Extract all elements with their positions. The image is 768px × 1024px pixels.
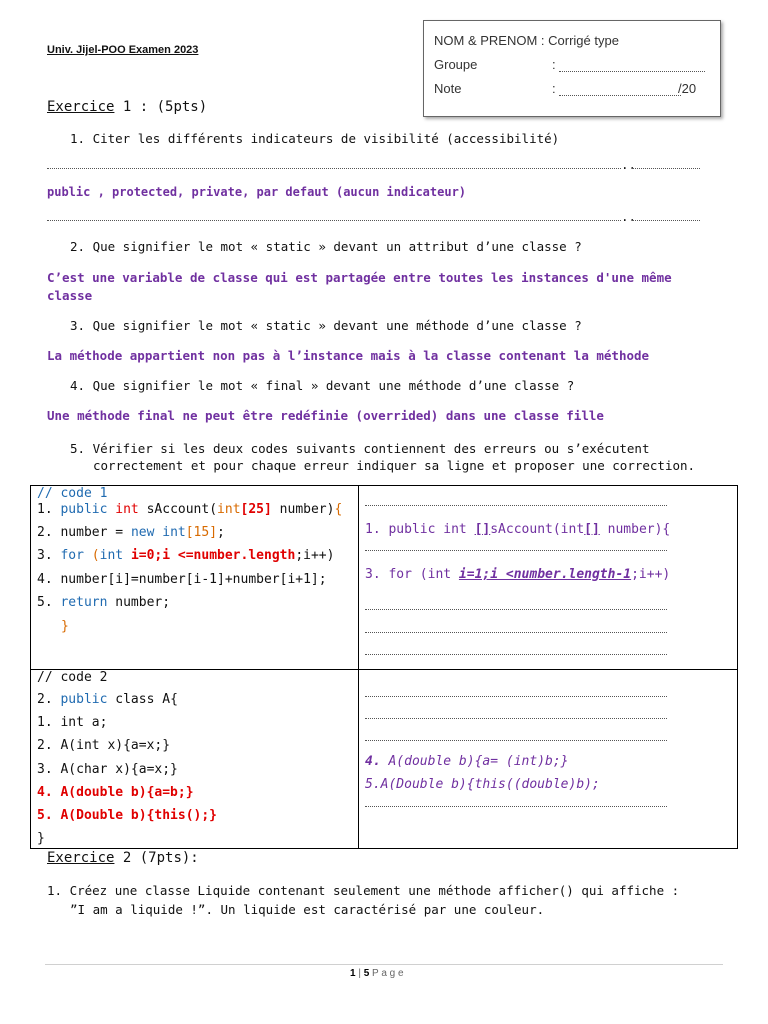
code1-line2: 2. number = new int[15]; [37,525,225,540]
grade-label: Note [434,81,462,96]
group-field [559,71,705,72]
code2-fix4: 4. A(double b){a= (int)b;} [365,754,569,769]
code2-fix5: 5.A(Double b){this((double)b); [365,777,600,792]
code-table [30,485,738,849]
dots-suffix: .. [621,157,637,172]
question-4: 4. Que signifier le mot « final » devant une méthode d’une classe ? [70,378,575,393]
answer-line [365,632,667,633]
code2-line2: 2. A(int x){a=x;} [37,738,171,753]
code2-cell [31,670,359,849]
code2-line0: 2. public class A{ [37,692,178,707]
exercise2-question-1: 1. Créez une classe Liquide contenant seulement une méthode afficher() qui affiche : ”I am a liquide !”. Un liquide est caractérisé par une couleur. [47,883,680,917]
code1-fix1: 1. public int []sAccount(int[] number){ [365,522,671,537]
answer-2: C’est une variable de classe qui est partagée entre toutes les instances d'une même classe [47,270,672,303]
code1-close: } [61,619,69,634]
question-3: 3. Que signifier le mot « static » devant une méthode d’une classe ? [70,318,582,333]
code2-line4: 4. A(double b){a=b;} [37,785,194,800]
group-label: Groupe [434,57,478,72]
question-1: 1. Citer les différents indicateurs de visibilité (accessibilité) [70,131,560,146]
name-label: NOM & PRENOM : Corrigé type [434,33,619,48]
code2-answer-cell [359,670,738,849]
exercise1-title: Exercice 1 : (5pts) [47,99,208,115]
code1-fix3: 3. for (int i=1;i <number.length-1;i++) [365,567,671,582]
answer-3: La méthode appartient non pas à l’instance mais à la classe contenant la méthode [47,348,650,363]
answer-line [365,806,667,807]
code1-line3: 3. for (int i=0;i <=number.length;i++) [37,548,335,563]
code2-line3: 3. A(char x){a=x;} [37,762,178,777]
answer-line [365,609,667,610]
answer-line [365,505,667,506]
grade-colon: : [552,81,556,96]
answer-line [365,654,667,655]
group-colon: : [552,57,556,72]
dots-suffix: .. [621,209,637,224]
code1-line5: 5. return number; [37,595,171,610]
answer-line [632,168,700,169]
footer-divider [45,964,723,965]
code2-line1: 1. int a; [37,715,108,730]
code2-line5: 5. A(Double b){this();} [37,808,218,823]
code1-answer-cell [359,486,738,670]
answer-line [47,168,621,169]
answer-line [365,696,667,697]
grade-suffix: /20 [678,81,697,96]
code1-line4: 4. number[i]=number[i-1]+number[i+1]; [37,572,327,587]
answer-line [365,740,667,741]
answer-line [47,220,621,221]
exercise2-title: Exercice 2 (7pts): [47,850,199,866]
code2-comment: // code 2 [37,670,108,685]
code2-close: } [37,831,45,846]
answer-1: public , protected, private, par defaut (aucun indicateur) [47,185,467,199]
code1-comment: // code 1 [37,486,108,501]
answer-line [365,550,667,551]
name-value: : Corrigé type [540,33,619,48]
exam-title: Univ. Jijel-POO Examen 2023 [47,44,199,56]
answer-line [632,220,700,221]
student-info-box [423,20,721,117]
grade-field [559,95,681,96]
question-2: 2. Que signifier le mot « static » devant un attribut d’une classe ? [70,239,582,254]
code1-cell [31,486,359,670]
code1-line1: 1. public int sAccount(int[25] number){ [37,502,343,517]
page-number: 1 | 5 P a g e [350,968,404,979]
answer-line [365,718,667,719]
question-5: 5. Vérifier si les deux codes suivants contiennent des erreurs ou s’exécutent correctement et pour chaque erreur indiquer sa ligne et proposer une correction. [70,441,696,473]
answer-4: Une méthode final ne peut être redéfinie (overrided) dans une classe fille [47,408,604,423]
